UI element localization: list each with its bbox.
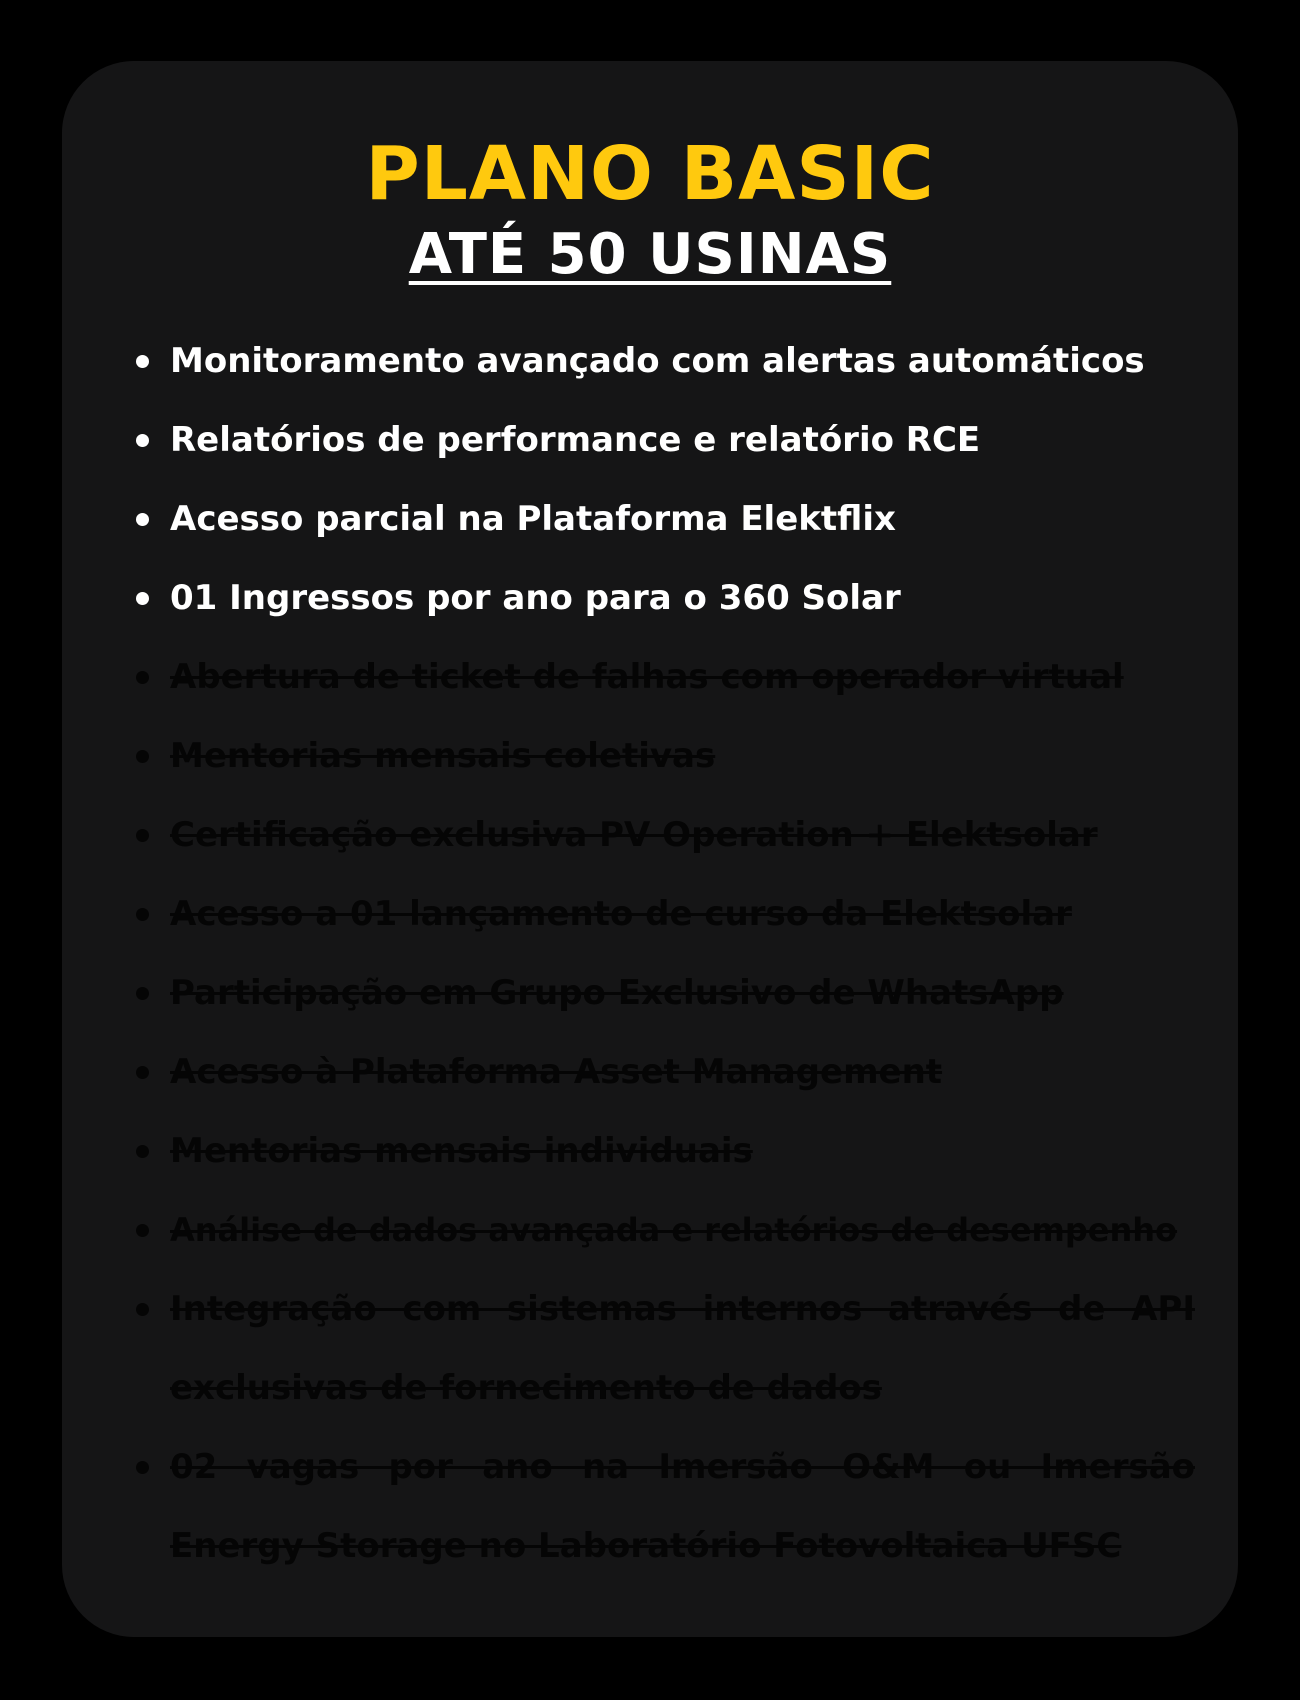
feature-text: Mentorias mensais coletivas — [170, 736, 716, 776]
feature-text: Participação em Grupo Exclusivo de WhatsApp — [170, 973, 1064, 1013]
feature-item-excluded — [130, 1191, 1195, 1270]
plan-subtitle — [0, 220, 1300, 290]
bullet-icon — [136, 513, 149, 526]
feature-text: Acesso parcial na Plataforma Elektflix — [170, 499, 896, 539]
feature-item-included — [130, 322, 1195, 401]
feature-text: Acesso à Plataforma Asset Management — [170, 1052, 943, 1092]
feature-text: Mentorias mensais individuais — [170, 1131, 753, 1171]
feature-text: Monitoramento avançado com alertas automáticos — [170, 341, 1145, 381]
feature-item-included — [130, 480, 1195, 559]
feature-text: Certificação exclusiva PV Operation + Elektsolar — [170, 815, 1098, 855]
feature-item-included — [130, 401, 1195, 480]
bullet-icon — [136, 1145, 149, 1158]
bullet-icon — [136, 671, 149, 684]
bullet-icon — [136, 750, 149, 763]
feature-text: Análise de dados avançada e relatórios de desempenho — [170, 1211, 1178, 1249]
feature-item-excluded — [130, 638, 1195, 717]
bullet-icon — [136, 434, 149, 447]
feature-text: Abertura de ticket de falhas com operador virtual — [170, 657, 1124, 697]
feature-text: Relatórios de performance e relatório RCE — [170, 420, 981, 460]
bullet-icon — [136, 908, 149, 921]
bullet-icon — [136, 829, 149, 842]
bullet-icon — [136, 592, 149, 605]
feature-item-excluded — [130, 875, 1195, 954]
feature-text: Integração com sistemas internos através de API exclusivas de fornecimento de dados — [170, 1289, 1195, 1408]
feature-text: 02 vagas por ano na Imersão O&M ou Imersão Energy Storage no Laboratório Fotovoltaica UFSC — [170, 1447, 1195, 1566]
feature-item-excluded — [130, 796, 1195, 875]
feature-item-excluded — [130, 1428, 1195, 1586]
feature-item-excluded — [130, 954, 1195, 1033]
bullet-icon — [136, 987, 149, 1000]
bullet-icon — [136, 1224, 149, 1237]
bullet-icon — [136, 1066, 149, 1079]
feature-text: 01 Ingressos por ano para o 360 Solar — [170, 578, 901, 618]
bullet-icon — [136, 1303, 149, 1316]
feature-item-excluded — [130, 1270, 1195, 1428]
plan-title: PLANO BASIC — [365, 131, 935, 217]
plan-subtitle-text: ATÉ 50 USINAS — [408, 222, 892, 287]
feature-item-excluded — [130, 1033, 1195, 1112]
bullet-icon — [136, 1461, 149, 1474]
feature-item-included — [130, 559, 1195, 638]
feature-list — [130, 322, 1195, 1586]
bullet-icon — [136, 355, 149, 368]
feature-item-excluded — [130, 717, 1195, 796]
feature-item-excluded — [130, 1112, 1195, 1191]
feature-text: Acesso a 01 lançamento de curso da Elektsolar — [170, 894, 1072, 934]
